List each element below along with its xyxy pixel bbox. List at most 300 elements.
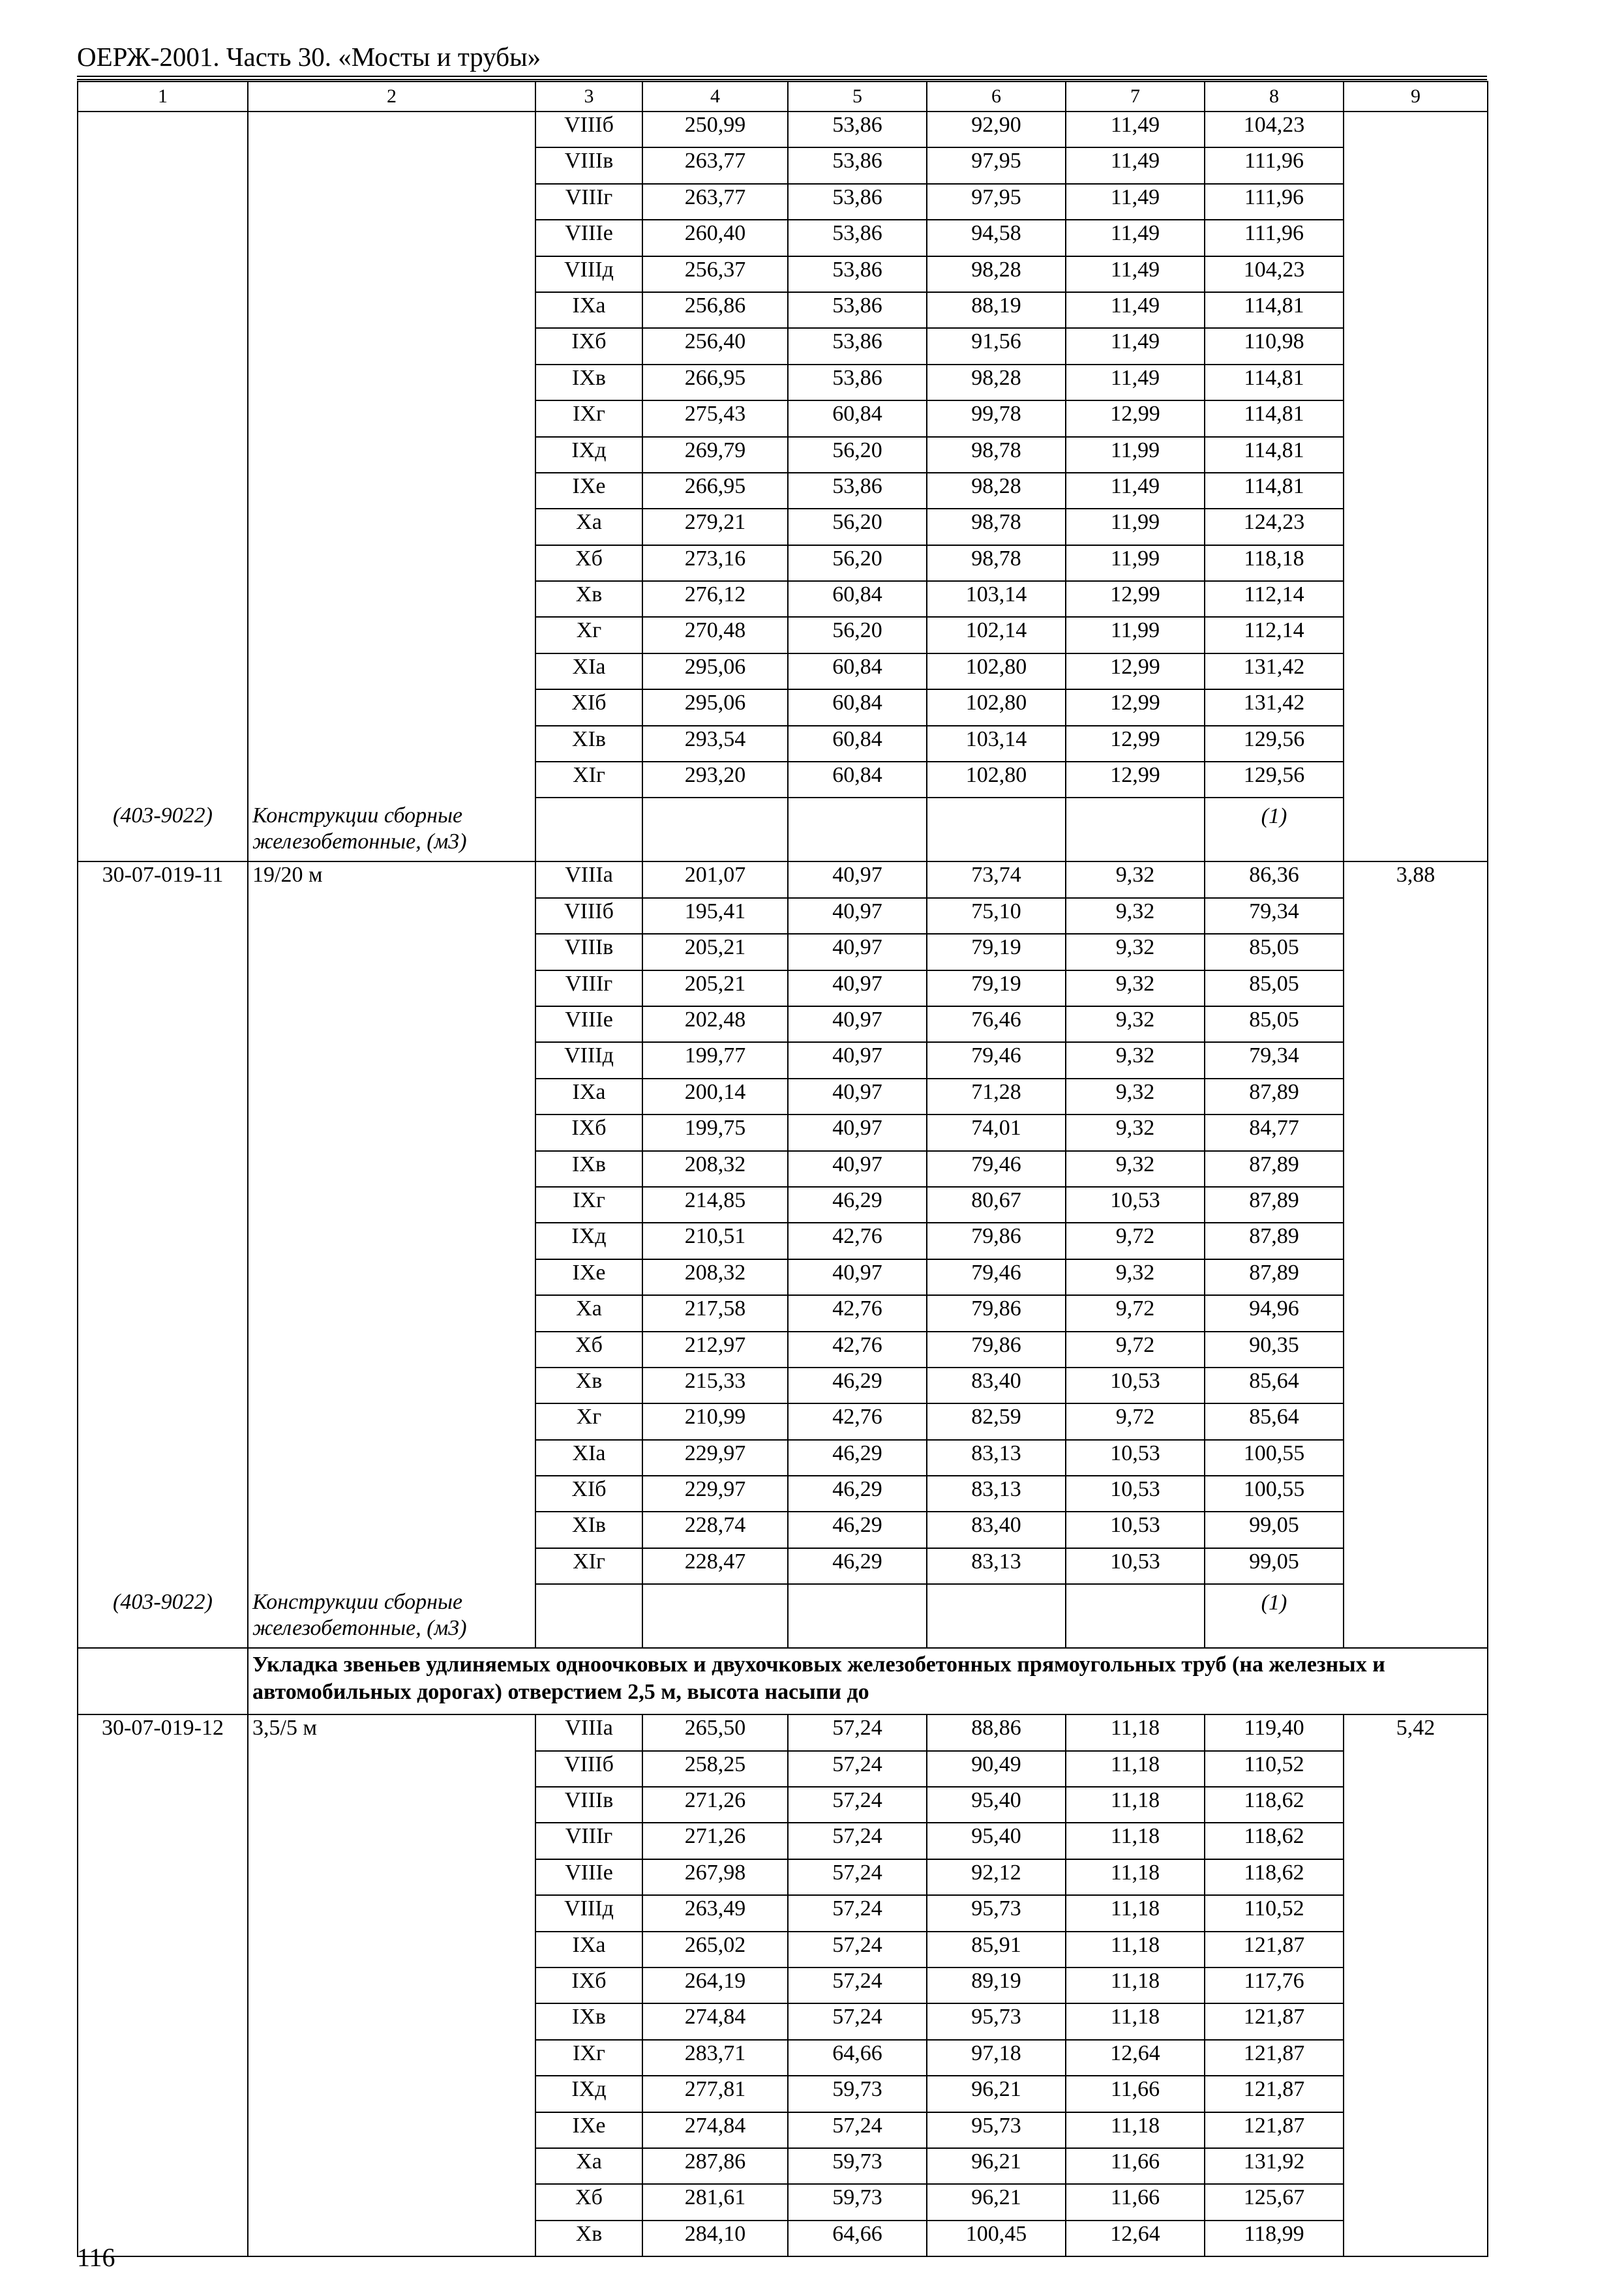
rate-code xyxy=(78,112,248,147)
value-cell: 79,46 xyxy=(927,1151,1066,1187)
table-cell xyxy=(248,1295,535,1331)
table-row xyxy=(78,762,1488,798)
table-cell xyxy=(535,1584,642,1648)
table-cell xyxy=(1344,2184,1488,2220)
table-cell xyxy=(248,653,535,689)
value-cell: 271,26 xyxy=(642,1823,788,1859)
table-cell xyxy=(78,328,248,364)
zone-code: VIIIб xyxy=(535,112,642,147)
table-cell xyxy=(1066,1584,1205,1648)
value-cell: 40,97 xyxy=(788,934,927,970)
table-cell xyxy=(1344,1079,1488,1115)
table-cell xyxy=(1344,2112,1488,2148)
table-cell xyxy=(1344,1751,1488,1787)
value-cell: 86,36 xyxy=(1205,861,1344,897)
value-cell: 263,77 xyxy=(642,147,788,183)
table-cell xyxy=(1344,934,1488,970)
value-cell: 84,77 xyxy=(1205,1115,1344,1150)
table-cell xyxy=(248,1476,535,1512)
section-title-row xyxy=(78,1648,1488,1714)
value-cell: 88,19 xyxy=(927,292,1066,328)
table-cell xyxy=(78,1967,248,2003)
value-cell: 40,97 xyxy=(788,970,927,1006)
value-cell: 9,72 xyxy=(1066,1295,1205,1331)
value-cell: 98,78 xyxy=(927,545,1066,581)
table-cell xyxy=(78,762,248,798)
zone-code: VIIIд xyxy=(535,1895,642,1931)
value-cell: 46,29 xyxy=(788,1512,927,1548)
table-cell xyxy=(248,1932,535,1967)
table-row xyxy=(78,1295,1488,1331)
value-cell: 97,95 xyxy=(927,147,1066,183)
table-cell xyxy=(78,1187,248,1223)
table-row xyxy=(78,1079,1488,1115)
zone-code: VIIIв xyxy=(535,1787,642,1823)
table-cell xyxy=(248,545,535,581)
value-cell: 265,02 xyxy=(642,1932,788,1967)
zone-code: Xа xyxy=(535,2148,642,2184)
table-cell xyxy=(1344,545,1488,581)
table-cell xyxy=(78,2076,248,2112)
value-cell: 125,67 xyxy=(1205,2184,1344,2220)
value-cell: 110,52 xyxy=(1205,1895,1344,1931)
value-cell: 210,51 xyxy=(642,1223,788,1259)
value-cell: 53,86 xyxy=(788,328,927,364)
value-cell: 99,78 xyxy=(927,400,1066,436)
table-cell xyxy=(1344,437,1488,473)
table-cell xyxy=(78,970,248,1006)
table-cell xyxy=(248,437,535,473)
zone-code: Xв xyxy=(535,2221,642,2256)
table-cell xyxy=(248,1967,535,2003)
column-number: 6 xyxy=(927,82,1066,112)
table-cell xyxy=(78,147,248,183)
value-cell: 97,18 xyxy=(927,2040,1066,2076)
table-row xyxy=(78,509,1488,545)
value-cell: 53,86 xyxy=(788,256,927,292)
material-note-row xyxy=(78,1584,1488,1648)
table-cell xyxy=(78,653,248,689)
table-cell xyxy=(248,1440,535,1476)
value-cell: 60,84 xyxy=(788,689,927,725)
value-cell: 10,53 xyxy=(1066,1512,1205,1548)
table-cell xyxy=(1344,1895,1488,1931)
column-number: 5 xyxy=(788,82,927,112)
value-cell: 118,62 xyxy=(1205,1823,1344,1859)
value-cell: 11,66 xyxy=(1066,2184,1205,2220)
value-cell: 10,53 xyxy=(1066,1440,1205,1476)
value-cell: 104,23 xyxy=(1205,112,1344,147)
value-cell: 11,49 xyxy=(1066,292,1205,328)
value-cell: 85,64 xyxy=(1205,1368,1344,1403)
table-cell xyxy=(1344,473,1488,509)
table-cell xyxy=(1344,970,1488,1006)
value-cell: 60,84 xyxy=(788,762,927,798)
table-cell xyxy=(1344,1259,1488,1295)
value-cell: 10,53 xyxy=(1066,1548,1205,1584)
value-cell: 89,19 xyxy=(927,1967,1066,2003)
value-cell: 60,84 xyxy=(788,726,927,762)
table-row xyxy=(78,1187,1488,1223)
value-cell: 284,10 xyxy=(642,2221,788,2256)
table-row xyxy=(78,365,1488,400)
table-row xyxy=(78,1823,1488,1859)
table-row xyxy=(78,1368,1488,1403)
value-cell: 80,67 xyxy=(927,1187,1066,1223)
material-note-row xyxy=(78,798,1488,861)
value-cell: 98,28 xyxy=(927,473,1066,509)
value-cell: 118,99 xyxy=(1205,2221,1344,2256)
value-cell: 9,32 xyxy=(1066,1042,1205,1078)
table-cell xyxy=(78,1476,248,1512)
value-cell: 121,87 xyxy=(1205,2003,1344,2039)
table-cell xyxy=(248,1512,535,1548)
table-cell xyxy=(1344,1787,1488,1823)
table-cell xyxy=(788,798,927,861)
value-cell: 42,76 xyxy=(788,1295,927,1331)
table-cell xyxy=(1344,653,1488,689)
table-cell xyxy=(78,1751,248,1787)
table-cell xyxy=(78,1548,248,1584)
value-cell: 88,86 xyxy=(927,1714,1066,1750)
table-cell xyxy=(248,2003,535,2039)
table-row xyxy=(78,328,1488,364)
table-cell xyxy=(78,2003,248,2039)
value-cell: 11,99 xyxy=(1066,509,1205,545)
value-cell: 59,73 xyxy=(788,2148,927,2184)
zone-code: IXв xyxy=(535,2003,642,2039)
value-cell: 118,18 xyxy=(1205,545,1344,581)
value-cell: 94,96 xyxy=(1205,1295,1344,1331)
table-row xyxy=(78,2184,1488,2220)
value-cell: 11,18 xyxy=(1066,2003,1205,2039)
table-cell xyxy=(78,292,248,328)
material-code: (403-9022) xyxy=(78,1584,248,1648)
table-cell xyxy=(78,437,248,473)
value-cell: 57,24 xyxy=(788,1787,927,1823)
value-cell: 205,21 xyxy=(642,934,788,970)
zone-code: XIа xyxy=(535,653,642,689)
rate-name xyxy=(248,112,535,147)
value-cell: 11,49 xyxy=(1066,112,1205,147)
value-cell: 100,55 xyxy=(1205,1440,1344,1476)
table-cell xyxy=(78,898,248,934)
value-cell: 9,32 xyxy=(1066,1151,1205,1187)
zone-code: Xб xyxy=(535,2184,642,2220)
value-cell: 82,59 xyxy=(927,1403,1066,1439)
value-cell: 11,66 xyxy=(1066,2076,1205,2112)
value-cell: 131,92 xyxy=(1205,2148,1344,2184)
value-cell: 87,89 xyxy=(1205,1223,1344,1259)
value-cell: 110,98 xyxy=(1205,328,1344,364)
zone-code: VIIIе xyxy=(535,1006,642,1042)
zone-code: IXв xyxy=(535,365,642,400)
value-cell: 131,42 xyxy=(1205,653,1344,689)
table-cell xyxy=(1344,400,1488,436)
value-cell: 205,21 xyxy=(642,970,788,1006)
value-cell: 283,71 xyxy=(642,2040,788,2076)
table-cell xyxy=(248,581,535,617)
zone-code: IXг xyxy=(535,400,642,436)
table-cell xyxy=(248,1187,535,1223)
table-row xyxy=(78,2221,1488,2256)
value-cell: 10,53 xyxy=(1066,1187,1205,1223)
table-cell xyxy=(248,2148,535,2184)
value-cell: 228,74 xyxy=(642,1512,788,1548)
table-cell xyxy=(1344,184,1488,220)
table-cell xyxy=(1344,726,1488,762)
value-cell: 9,32 xyxy=(1066,934,1205,970)
zone-code: IXб xyxy=(535,1967,642,2003)
value-cell: 53,86 xyxy=(788,147,927,183)
value-cell: 92,12 xyxy=(927,1859,1066,1895)
table-row xyxy=(78,473,1488,509)
column-number: 9 xyxy=(1344,82,1488,112)
table-row xyxy=(78,1042,1488,1078)
value-cell: 287,86 xyxy=(642,2148,788,2184)
value-cell: 57,24 xyxy=(788,1714,927,1750)
table-cell xyxy=(1344,256,1488,292)
table-cell xyxy=(78,1932,248,1967)
table-row xyxy=(78,1440,1488,1476)
table-cell xyxy=(78,220,248,256)
table-cell xyxy=(248,147,535,183)
zone-code: Xв xyxy=(535,1368,642,1403)
table-cell xyxy=(248,1751,535,1787)
table-cell xyxy=(248,365,535,400)
value-cell: 96,21 xyxy=(927,2148,1066,2184)
value-cell: 9,32 xyxy=(1066,1259,1205,1295)
column-number: 2 xyxy=(248,82,535,112)
zone-code: VIIIб xyxy=(535,898,642,934)
value-cell: 64,66 xyxy=(788,2040,927,2076)
table-cell xyxy=(78,2112,248,2148)
zone-code: VIIIе xyxy=(535,1859,642,1895)
value-cell: 111,96 xyxy=(1205,220,1344,256)
value-cell: 114,81 xyxy=(1205,473,1344,509)
table-cell xyxy=(1344,1115,1488,1150)
table-cell xyxy=(1344,1332,1488,1368)
table-row xyxy=(78,1259,1488,1295)
value-cell: 12,99 xyxy=(1066,653,1205,689)
value-cell: 11,18 xyxy=(1066,1751,1205,1787)
value-cell: 100,55 xyxy=(1205,1476,1344,1512)
table-cell xyxy=(1344,1859,1488,1895)
value-cell: 98,28 xyxy=(927,365,1066,400)
value-cell: 114,81 xyxy=(1205,292,1344,328)
value-cell: 40,97 xyxy=(788,861,927,897)
value-cell: 79,19 xyxy=(927,970,1066,1006)
table-row xyxy=(78,1967,1488,2003)
value-cell: 199,77 xyxy=(642,1042,788,1078)
table-row xyxy=(78,689,1488,725)
value-cell: 57,24 xyxy=(788,1932,927,1967)
table-cell xyxy=(1344,220,1488,256)
value-cell: 96,21 xyxy=(927,2076,1066,2112)
value-cell: 85,05 xyxy=(1205,970,1344,1006)
value-cell: 273,16 xyxy=(642,545,788,581)
table-cell xyxy=(1344,617,1488,653)
table-cell xyxy=(248,762,535,798)
value-cell: 102,14 xyxy=(927,617,1066,653)
table-cell xyxy=(248,184,535,220)
table-cell xyxy=(1344,1932,1488,1967)
value-cell: 79,86 xyxy=(927,1223,1066,1259)
value-cell: 53,86 xyxy=(788,184,927,220)
table-cell xyxy=(78,1859,248,1895)
zone-code: Xв xyxy=(535,581,642,617)
table-cell xyxy=(78,1823,248,1859)
value-cell: 103,14 xyxy=(927,726,1066,762)
value-cell: 40,97 xyxy=(788,1151,927,1187)
value-cell: 87,89 xyxy=(1205,1079,1344,1115)
value-cell: 11,49 xyxy=(1066,473,1205,509)
table-cell xyxy=(1344,2148,1488,2184)
table-row xyxy=(78,1714,1488,1750)
value-cell: 11,18 xyxy=(1066,1787,1205,1823)
table-cell xyxy=(248,898,535,934)
value-cell: 229,97 xyxy=(642,1440,788,1476)
value-cell: 71,28 xyxy=(927,1079,1066,1115)
value-cell: 102,80 xyxy=(927,653,1066,689)
table-cell xyxy=(927,1584,1066,1648)
value-cell: 11,99 xyxy=(1066,437,1205,473)
value-cell: 83,40 xyxy=(927,1512,1066,1548)
value-cell: 85,05 xyxy=(1205,1006,1344,1042)
value-cell: 293,20 xyxy=(642,762,788,798)
zone-code: Xа xyxy=(535,1295,642,1331)
table-cell xyxy=(1344,2221,1488,2256)
value-cell: 95,40 xyxy=(927,1787,1066,1823)
zone-code: VIIIд xyxy=(535,256,642,292)
value-cell: 12,99 xyxy=(1066,400,1205,436)
table-cell xyxy=(78,1151,248,1187)
value-cell: 85,91 xyxy=(927,1932,1066,1967)
value-cell: 215,33 xyxy=(642,1368,788,1403)
value-cell: 83,40 xyxy=(927,1368,1066,1403)
value-cell: 103,14 xyxy=(927,581,1066,617)
zone-code: VIIIб xyxy=(535,1751,642,1787)
table-cell xyxy=(248,1895,535,1931)
value-cell: 42,76 xyxy=(788,1403,927,1439)
value-cell: 57,24 xyxy=(788,1967,927,2003)
table-cell xyxy=(78,2148,248,2184)
zone-code: XIб xyxy=(535,1476,642,1512)
zone-code: Xб xyxy=(535,545,642,581)
value-cell: 11,49 xyxy=(1066,328,1205,364)
table-cell xyxy=(1344,1440,1488,1476)
table-cell xyxy=(1344,1967,1488,2003)
value-cell: 95,73 xyxy=(927,2003,1066,2039)
table-row xyxy=(78,1006,1488,1042)
value-cell: 129,56 xyxy=(1205,726,1344,762)
value-cell: 98,78 xyxy=(927,437,1066,473)
value-cell: 274,84 xyxy=(642,2003,788,2039)
value-cell: 79,19 xyxy=(927,934,1066,970)
table-cell xyxy=(248,617,535,653)
table-cell xyxy=(78,581,248,617)
table-row xyxy=(78,1332,1488,1368)
table-row xyxy=(78,2148,1488,2184)
value-cell: 79,46 xyxy=(927,1259,1066,1295)
value-cell: 40,97 xyxy=(788,898,927,934)
material-quantity: (1) xyxy=(1205,1584,1344,1648)
value-cell: 56,20 xyxy=(788,545,927,581)
table-cell xyxy=(1344,328,1488,364)
table-cell xyxy=(248,2076,535,2112)
table-row xyxy=(78,2040,1488,2076)
table-row xyxy=(78,1151,1488,1187)
value-cell: 9,32 xyxy=(1066,1006,1205,1042)
value-cell: 9,72 xyxy=(1066,1332,1205,1368)
table-cell xyxy=(1344,1151,1488,1187)
zone-code: XIв xyxy=(535,1512,642,1548)
value-cell: 46,29 xyxy=(788,1187,927,1223)
table-cell xyxy=(1066,798,1205,861)
page-number: 116 xyxy=(77,2243,115,2272)
value-cell: 102,80 xyxy=(927,762,1066,798)
table-cell xyxy=(78,1787,248,1823)
value-cell: 40,97 xyxy=(788,1115,927,1150)
zone-code: IXе xyxy=(535,473,642,509)
zone-code: IXб xyxy=(535,328,642,364)
rate-code: 30-07-019-11 xyxy=(78,861,248,897)
table-cell xyxy=(78,1006,248,1042)
zone-code: IXа xyxy=(535,292,642,328)
table-cell xyxy=(248,1151,535,1187)
value-cell: 40,97 xyxy=(788,1042,927,1078)
table-row xyxy=(78,1548,1488,1584)
value-cell: 74,01 xyxy=(927,1115,1066,1150)
zone-code: IXе xyxy=(535,1259,642,1295)
table-cell xyxy=(1344,1006,1488,1042)
rates-table xyxy=(77,81,1488,2257)
table-cell xyxy=(1344,689,1488,725)
value-cell: 265,50 xyxy=(642,1714,788,1750)
table-cell xyxy=(248,1548,535,1584)
value-cell: 11,66 xyxy=(1066,2148,1205,2184)
value-cell: 60,84 xyxy=(788,400,927,436)
table-cell xyxy=(1344,762,1488,798)
zone-code: VIIIе xyxy=(535,220,642,256)
value-cell: 210,99 xyxy=(642,1403,788,1439)
value-cell: 53,86 xyxy=(788,112,927,147)
material-code: (403-9022) xyxy=(78,798,248,861)
column-number: 1 xyxy=(78,82,248,112)
rate-name: 3,5/5 м xyxy=(248,1714,535,1750)
value-cell: 94,58 xyxy=(927,220,1066,256)
value-cell: 229,97 xyxy=(642,1476,788,1512)
value-cell: 98,28 xyxy=(927,256,1066,292)
value-cell: 267,98 xyxy=(642,1859,788,1895)
zone-code: Xа xyxy=(535,509,642,545)
table-row xyxy=(78,184,1488,220)
table-cell xyxy=(248,1403,535,1439)
value-cell: 111,96 xyxy=(1205,184,1344,220)
value-cell: 95,73 xyxy=(927,1895,1066,1931)
table-cell xyxy=(1344,1823,1488,1859)
value-cell: 64,66 xyxy=(788,2221,927,2256)
header-rule-secondary xyxy=(77,79,1487,80)
value-cell: 11,18 xyxy=(1066,1932,1205,1967)
table-cell xyxy=(78,1440,248,1476)
value-cell: 60,84 xyxy=(788,653,927,689)
value-cell: 46,29 xyxy=(788,1548,927,1584)
table-cell xyxy=(1344,509,1488,545)
value-cell: 293,54 xyxy=(642,726,788,762)
table-row xyxy=(78,970,1488,1006)
zone-code: VIIIг xyxy=(535,184,642,220)
